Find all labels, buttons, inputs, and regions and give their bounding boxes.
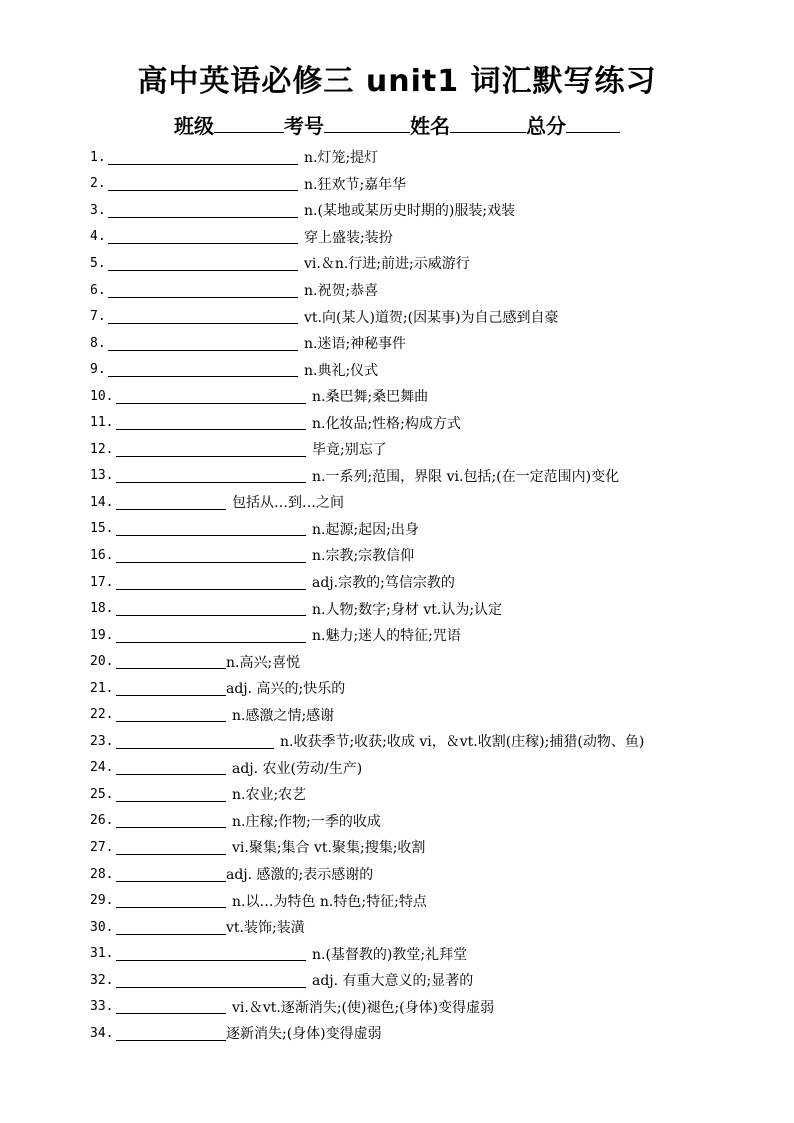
answer-blank[interactable] [116, 867, 226, 882]
item-meaning: 包括从…到…之间 [232, 495, 344, 512]
answer-blank[interactable] [116, 920, 226, 935]
answer-blank[interactable] [108, 150, 298, 165]
answer-blank[interactable] [116, 521, 306, 536]
item-meaning: n.高兴;喜悦 [226, 654, 301, 671]
list-item [90, 622, 644, 649]
answer-blank[interactable] [116, 893, 226, 908]
answer-blank[interactable] [116, 734, 274, 749]
answer-blank[interactable] [108, 336, 298, 351]
item-meaning: vt.装饰;装潢 [226, 920, 305, 937]
item-meaning: 毕竟;别忘了 [312, 442, 387, 459]
item-meaning: n.(某地或某历史时期的)服装;戏装 [304, 203, 516, 220]
item-number: 29. [90, 893, 114, 909]
list-item [90, 144, 644, 171]
item-meaning: n.收获季节;收获;收成 vi，＆vt.收割(庄稼);捕猎(动物、鱼) [280, 734, 645, 751]
answer-blank[interactable] [108, 362, 298, 377]
exam-number-label: 考号 [284, 114, 324, 138]
item-number: 13. [90, 468, 114, 484]
item-meaning: n.以…为特色 n.特色;特征;特点 [232, 893, 427, 910]
item-number: 16. [90, 547, 114, 563]
item-meaning: n.感激之情;感谢 [232, 707, 335, 724]
item-number: 19. [90, 627, 114, 643]
list-item [90, 967, 644, 994]
list-item [90, 224, 644, 251]
answer-blank[interactable] [116, 495, 226, 510]
item-meaning: n.祝贺;恭喜 [304, 283, 379, 299]
item-meaning: vi.聚集;集合 vt.聚集;搜集;收割 [232, 840, 426, 857]
answer-blank[interactable] [116, 1026, 226, 1041]
answer-blank[interactable] [116, 787, 226, 802]
list-item [90, 409, 644, 436]
total-score-blank[interactable] [566, 112, 620, 133]
answer-blank[interactable] [116, 389, 306, 404]
name-blank[interactable] [450, 112, 526, 133]
answer-blank[interactable] [116, 628, 306, 643]
answer-blank[interactable] [116, 973, 306, 988]
item-number: 7. [90, 309, 106, 325]
list-item [90, 542, 644, 569]
list-item [90, 781, 644, 808]
item-meaning: n.起源;起因;出身 [312, 521, 419, 538]
item-meaning: n.宗教;宗教信仰 [312, 548, 415, 565]
item-number: 17. [90, 574, 114, 590]
list-item [90, 595, 644, 622]
list-item [90, 887, 644, 914]
student-info-line [0, 110, 794, 139]
answer-blank[interactable] [116, 468, 306, 483]
item-meaning: vi.＆n.行进;前进;示威游行 [304, 256, 470, 273]
list-item [90, 808, 644, 835]
list-item [90, 436, 644, 463]
page-title: 高中英语必修三 unit1 词汇默写练习 [137, 64, 657, 99]
list-item [90, 171, 644, 198]
item-number: 15. [90, 521, 114, 537]
item-meaning: adj. 农业(劳动/生产) [232, 760, 363, 777]
class-blank[interactable] [214, 112, 284, 133]
answer-blank[interactable] [116, 946, 306, 961]
item-number: 33. [90, 999, 114, 1015]
list-item [90, 356, 644, 383]
vocabulary-list [90, 144, 644, 1047]
list-item [90, 197, 644, 224]
item-meaning: n.迷语;神秘事件 [304, 336, 407, 353]
item-number: 18. [90, 601, 114, 617]
answer-blank[interactable] [108, 283, 298, 298]
item-number: 27. [90, 839, 114, 855]
answer-blank[interactable] [116, 601, 306, 616]
item-number: 22. [90, 707, 114, 723]
item-number: 34. [90, 1025, 114, 1041]
list-item [90, 569, 644, 596]
item-meaning: n.灯笼;提灯 [304, 150, 379, 167]
item-number: 24. [90, 760, 114, 776]
item-number: 12. [90, 441, 114, 457]
answer-blank[interactable] [108, 309, 298, 324]
item-meaning: n.人物;数字;身材 vt.认为;认定 [312, 601, 503, 618]
list-item [90, 648, 644, 675]
item-meaning: n.化妆品;性格;构成方式 [312, 415, 461, 432]
list-item [90, 463, 644, 490]
item-number: 4. [90, 229, 106, 245]
item-number: 28. [90, 866, 114, 882]
item-meaning: n.魅力;迷人的特征;咒语 [312, 628, 461, 645]
answer-blank[interactable] [116, 840, 226, 855]
item-meaning: vi.＆vt.逐渐消失;(使)褪色;(身体)变得虚弱 [232, 999, 495, 1016]
answer-blank[interactable] [116, 548, 306, 563]
name-label: 姓名 [410, 114, 450, 138]
class-label: 班级 [174, 114, 214, 138]
list-item [90, 728, 644, 755]
list-item [90, 516, 644, 543]
item-number: 8. [90, 335, 106, 351]
item-number: 9. [90, 362, 106, 378]
list-item [90, 383, 644, 410]
item-number: 26. [90, 813, 114, 829]
list-item [90, 277, 644, 304]
item-number: 32. [90, 972, 114, 988]
item-number: 20. [90, 654, 114, 670]
answer-blank[interactable] [116, 813, 226, 828]
item-meaning: adj. 高兴的;快乐的 [226, 681, 346, 698]
item-meaning: adj.宗教的;笃信宗教的 [312, 575, 455, 592]
answer-blank[interactable] [108, 229, 298, 244]
item-number: 5. [90, 255, 106, 271]
list-item [90, 303, 644, 330]
item-number: 10. [90, 388, 114, 404]
answer-blank[interactable] [116, 415, 306, 430]
list-item [90, 994, 644, 1021]
item-meaning: adj. 感激的;表示感谢的 [226, 867, 374, 884]
list-item [90, 330, 644, 357]
list-item [90, 861, 644, 888]
exam-number-blank[interactable] [324, 112, 410, 133]
item-number: 2. [90, 176, 106, 192]
item-number: 6. [90, 282, 106, 298]
answer-blank[interactable] [108, 256, 298, 271]
item-meaning: n.(基督教的)教堂;礼拜堂 [312, 946, 468, 963]
list-item [90, 675, 644, 702]
item-number: 25. [90, 786, 114, 802]
item-meaning: n.典礼;仪式 [304, 362, 379, 379]
list-item [90, 250, 644, 277]
item-meaning: vt.向(某人)道贺;(因某事)为自己感到自豪 [304, 309, 559, 326]
item-number: 11. [90, 415, 114, 431]
item-number: 30. [90, 919, 114, 935]
item-number: 23. [90, 733, 114, 749]
list-item [90, 834, 644, 861]
answer-blank[interactable] [116, 575, 306, 590]
item-meaning: n.农业;农艺 [232, 787, 307, 804]
item-number: 31. [90, 946, 114, 962]
list-item [90, 1020, 644, 1047]
item-meaning: n.一系列;范围，界限 vi.包括;(在一定范围内)变化 [312, 468, 620, 485]
item-meaning: 穿上盛装;装扮 [304, 229, 393, 246]
list-item [90, 489, 644, 516]
item-meaning: adj. 有重大意义的;显著的 [312, 973, 474, 990]
answer-blank[interactable] [116, 999, 226, 1014]
answer-blank[interactable] [108, 203, 298, 218]
answer-blank[interactable] [116, 707, 226, 722]
item-meaning: n.狂欢节;嘉年华 [304, 176, 407, 193]
item-number: 1. [90, 149, 106, 165]
item-number: 21. [90, 680, 114, 696]
item-meaning: n.庄稼;作物;一季的收成 [232, 813, 381, 830]
answer-blank[interactable] [116, 760, 226, 775]
item-number: 3. [90, 202, 106, 218]
answer-blank[interactable] [116, 442, 306, 457]
item-number: 14. [90, 494, 114, 510]
answer-blank[interactable] [108, 176, 298, 191]
item-meaning: 逐新消失;(身体)变得虚弱 [226, 1026, 382, 1043]
list-item [90, 940, 644, 967]
list-item [90, 755, 644, 782]
list-item [90, 914, 644, 941]
answer-blank[interactable] [116, 654, 226, 669]
total-score-label: 总分 [526, 114, 566, 138]
answer-blank[interactable] [116, 681, 226, 696]
item-meaning: n.桑巴舞;桑巴舞曲 [312, 389, 429, 406]
list-item [90, 701, 644, 728]
